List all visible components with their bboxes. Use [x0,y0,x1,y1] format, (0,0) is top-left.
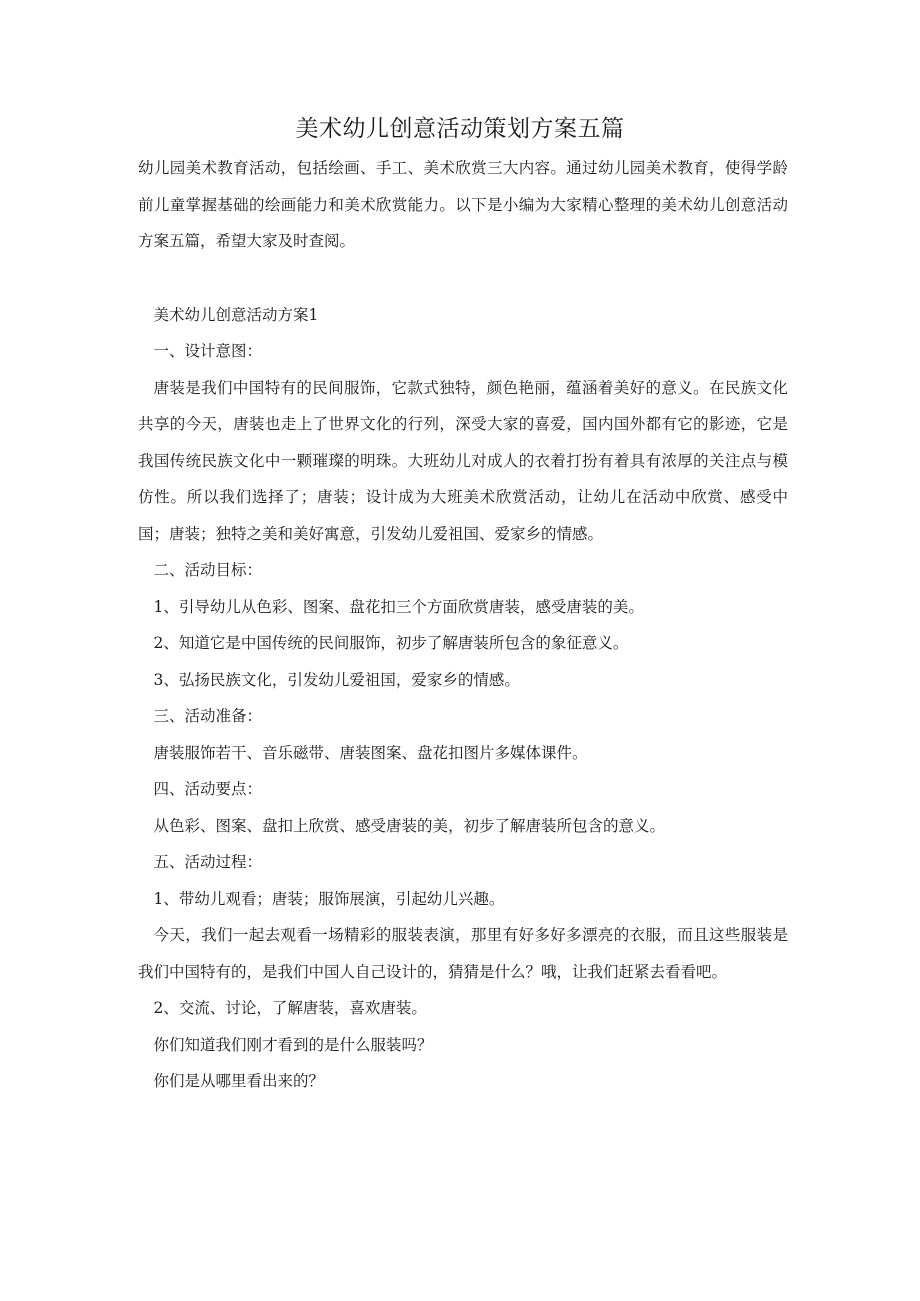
goal-item-3: 3、弘扬民族文化，引发幼儿爱祖国，爱家乡的情感。 [153,670,520,689]
heading-design-intent: 一、设计意图： [153,342,263,360]
process-step-1: 1、带幼儿观看；唐装；服饰展演，引起幼儿兴趣。 [153,889,505,908]
process-step-2: 2、交流、讨论，了解唐装，喜欢唐装。 [153,999,427,1017]
goal-item-2: 2、知道它是中国传统的民间服饰，初步了解唐装所包含的象征意义。 [153,634,629,652]
heading-activity-goals: 二、活动目标： [153,561,263,579]
goal-item-1: 1、引导幼儿从色彩、图案、盘花扣三个方面欣赏唐装，感受唐装的美。 [153,597,644,616]
heading-activity-key-points: 四、活动要点： [153,780,263,798]
intro-paragraph: 幼儿园美术教育活动，包括绘画、手工、美术欣赏三大内容。通过幼儿园美术教育，使得学龄前儿童掌握基础的绘画能力和美术欣赏能力。以下是小编为大家精心整理的美术幼儿创意活动方案五篇，希望大家及时查阅。 [138,159,788,250]
question-1: 你们知道我们刚才看到的是什么服装吗？ [153,1035,433,1054]
heading-activity-process: 五、活动过程： [153,853,263,871]
document-body [138,150,788,1100]
paragraph-key-points: 从色彩、图案、盘扣上欣赏、感受唐装的美，初步了解唐装所包含的意义。 [153,816,666,835]
paragraph-preparation: 唐装服饰若干、音乐磁带、唐装图案、盘花扣图片多媒体课件。 [153,743,588,762]
document-title: 美术幼儿创意活动策划方案五篇 [295,116,625,142]
paragraph-design-intent: 唐装是我们中国特有的民间服饰，它款式独特，颜色艳丽，蕴涵着美好的意义。在民族文化共享的今天，唐装也走上了世界文化的行列，深受大家的喜爱，国内国外都有它的影迹，它是我国传统民族文化中一颗璀璨的明珠。大班幼儿对成人的衣着打扮有着具有浓厚的关注点与模仿性。所以我们选择了；唐装；设计成为大班美术欣赏活动，让幼儿在活动中欣赏、感受中国；唐装；独特之美和美好寓意，引发幼儿爱祖国、爱家乡的情感。 [138,378,788,543]
paragraph-fashion-show: 今天，我们一起去观看一场精彩的服装表演，那里有好多好多漂亮的衣服，而且这些服装是我们中国特有的，是我们中国人自己设计的，猜猜是什么？哦，让我们赶紧去看看吧。 [138,926,788,981]
question-2: 你们是从哪里看出来的？ [153,1072,325,1090]
section-heading-plan-1: 美术幼儿创意活动方案1 [153,305,319,324]
heading-activity-preparation: 三、活动准备： [153,707,263,725]
